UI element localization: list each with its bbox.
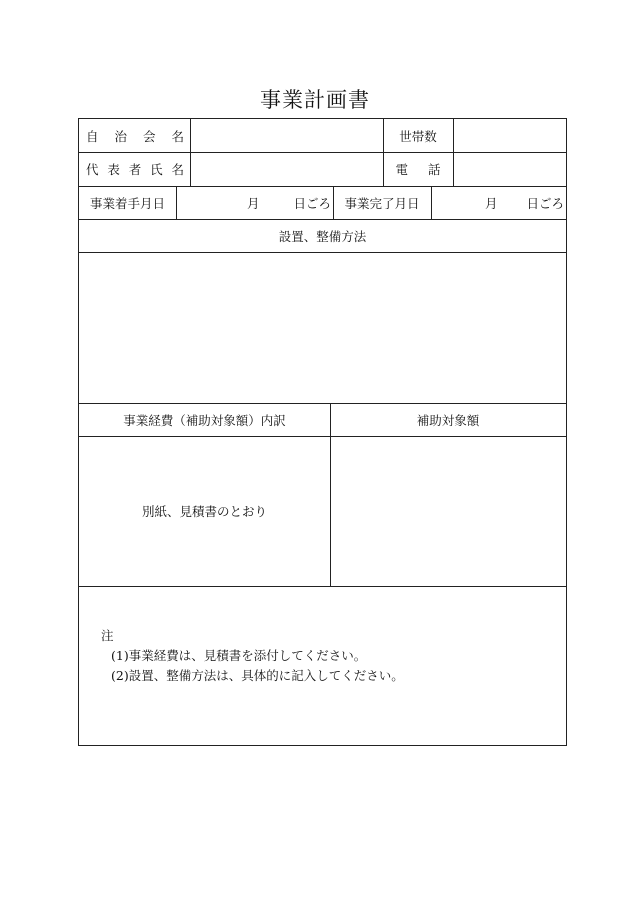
method-field[interactable] xyxy=(79,252,566,403)
label-char: 表 xyxy=(107,162,120,177)
representative-name-field[interactable] xyxy=(190,152,383,186)
phone-label xyxy=(383,152,453,186)
start-day-unit: 日ごろ xyxy=(293,195,331,211)
label-char: 電 xyxy=(395,162,408,177)
label-char: 代 xyxy=(86,162,99,177)
community-name-field[interactable] xyxy=(190,119,383,152)
note-item: (2)設置、整備方法は、具体的に記入してください。 xyxy=(111,668,404,683)
note-item: (1)事業経費は、見積書を添付してください。 xyxy=(111,648,367,663)
notes-heading: 注 xyxy=(101,628,114,643)
label-char: 名 xyxy=(171,162,184,177)
end-date-field[interactable] xyxy=(431,186,566,219)
expense-breakdown-header: 事業経費（補助対象額）内訳 xyxy=(123,412,286,428)
document-title: 事業計画書 xyxy=(260,88,370,112)
subsidy-amount-field[interactable] xyxy=(330,436,566,586)
expense-breakdown-text: 別紙、見積書のとおり xyxy=(141,504,267,519)
community-name-label xyxy=(79,119,190,152)
row-divider xyxy=(79,586,566,587)
label-char: 自 xyxy=(86,128,99,144)
representative-name-label xyxy=(79,152,190,186)
subsidy-amount-header: 補助対象額 xyxy=(416,412,480,428)
phone-field[interactable] xyxy=(453,152,566,186)
label-char: 会 xyxy=(142,128,156,144)
end-month-unit: 月 xyxy=(485,195,498,211)
households-label: 世帯数 xyxy=(399,128,437,144)
label-char: 名 xyxy=(171,128,184,144)
label-char: 氏 xyxy=(150,162,163,177)
start-date-label: 事業着手月日 xyxy=(89,195,165,211)
start-month-unit: 月 xyxy=(247,195,260,211)
label-char: 治 xyxy=(114,128,127,144)
notes-section xyxy=(101,626,404,686)
end-day-unit: 日ごろ xyxy=(526,195,564,211)
label-char: 者 xyxy=(128,162,142,177)
households-field[interactable] xyxy=(453,119,566,152)
end-date-label: 事業完了月日 xyxy=(344,195,420,211)
method-header: 設置、整備方法 xyxy=(278,228,367,244)
start-date-field[interactable] xyxy=(176,186,333,219)
label-char: 話 xyxy=(428,162,441,177)
